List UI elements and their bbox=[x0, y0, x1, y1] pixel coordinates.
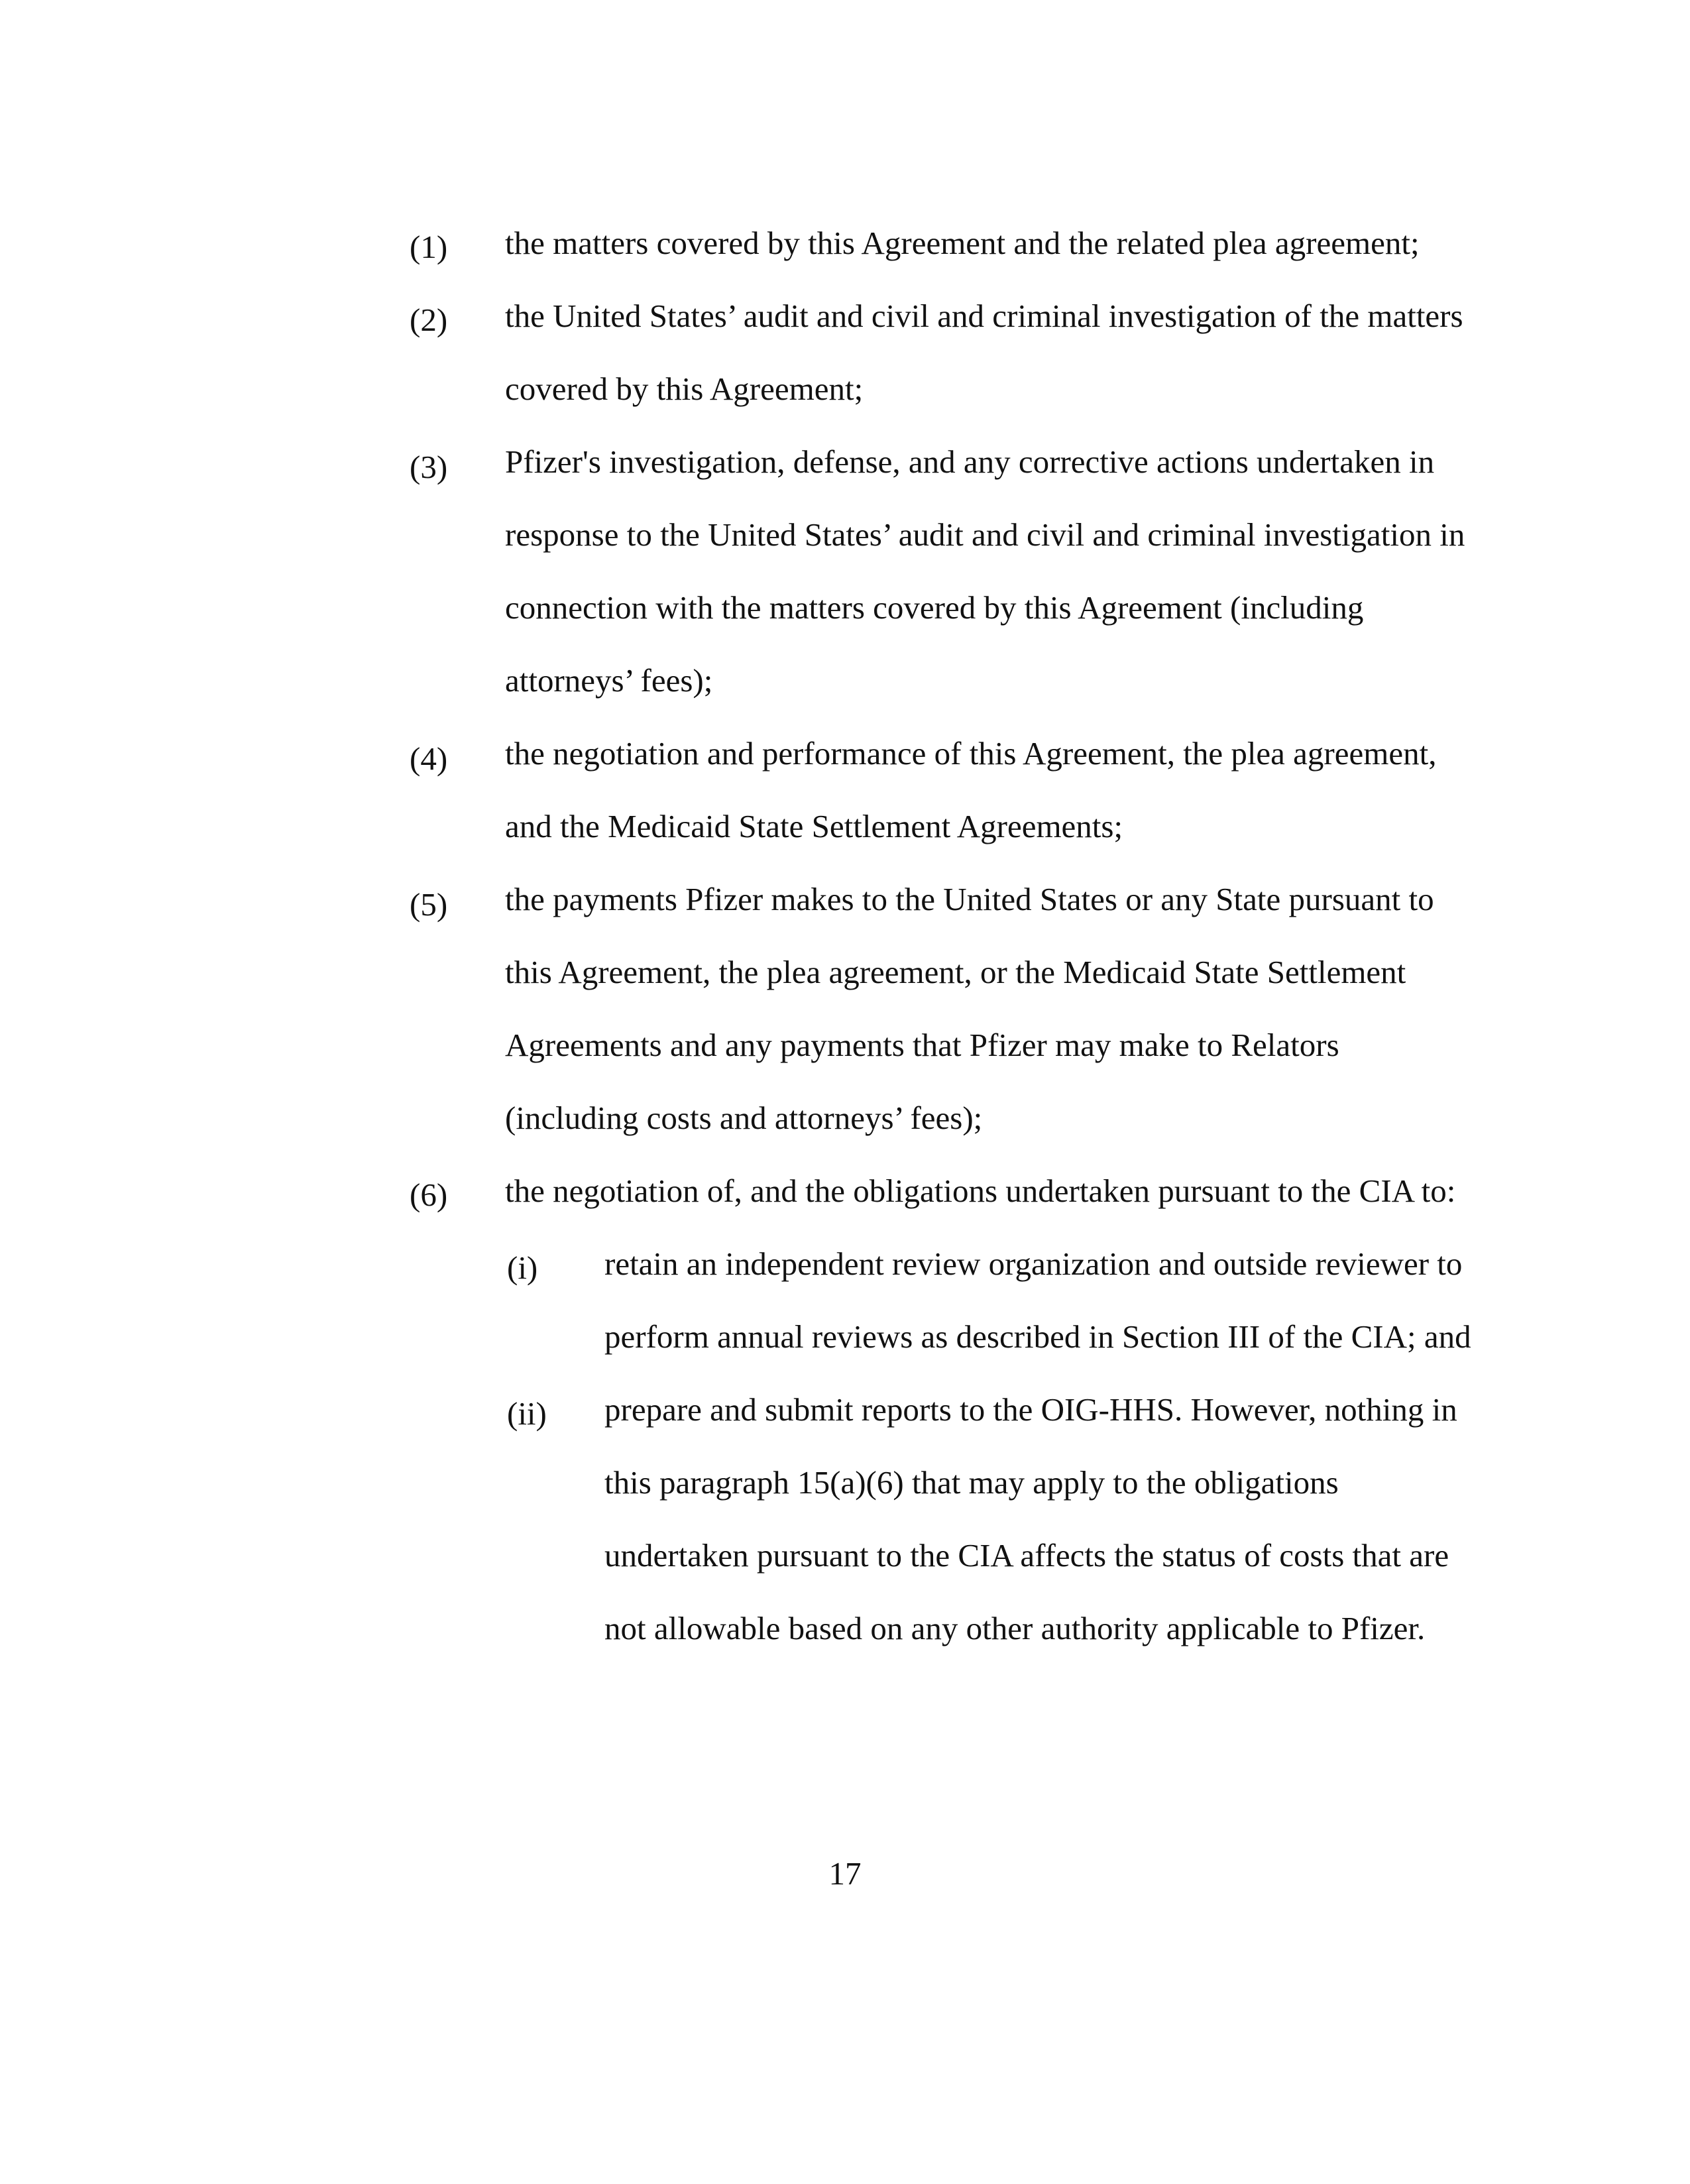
subitem-i-line-1: retain an independent review organization and outside reviewer to bbox=[604, 1245, 1463, 1282]
item-number-1: (1) bbox=[410, 229, 448, 265]
item-3-line-1: Pfizer's investigation, defense, and any corrective actions undertaken in bbox=[505, 443, 1435, 480]
subitem-i-line-2: perform annual reviews as described in Section III of the CIA; and bbox=[604, 1318, 1471, 1355]
item-5-line-4: (including costs and attorneys’ fees); bbox=[505, 1100, 983, 1136]
item-number-5: (5) bbox=[410, 886, 448, 923]
item-1-line-1: the matters covered by this Agreement and the related plea agreement; bbox=[505, 225, 1420, 261]
item-number-4: (4) bbox=[410, 740, 448, 777]
subitem-ii-line-2: this paragraph 15(a)(6) that may apply to the obligations bbox=[604, 1464, 1339, 1501]
item-5-line-3: Agreements and any payments that Pfizer may make to Relators bbox=[505, 1027, 1339, 1063]
item-number-3: (3) bbox=[410, 449, 448, 485]
item-5-line-2: this Agreement, the plea agreement, or the Medicaid State Settlement bbox=[505, 954, 1406, 990]
subitem-ii-line-3: undertaken pursuant to the CIA affects the status of costs that are bbox=[604, 1537, 1449, 1574]
item-4-line-1: the negotiation and performance of this Agreement, the plea agreement, bbox=[505, 735, 1437, 772]
page-number: 17 bbox=[828, 1855, 862, 1892]
item-number-2: (2) bbox=[410, 302, 448, 338]
item-2-line-2: covered by this Agreement; bbox=[505, 371, 864, 407]
item-3-line-2: response to the United States’ audit and civil and criminal investigation in bbox=[505, 516, 1465, 553]
item-4-line-2: and the Medicaid State Settlement Agreements; bbox=[505, 808, 1123, 844]
item-5-line-1: the payments Pfizer makes to the United States or any State pursuant to bbox=[505, 881, 1434, 917]
item-6-line-1: the negotiation of, and the obligations undertaken pursuant to the CIA to: bbox=[505, 1173, 1456, 1209]
subitem-number-i: (i) bbox=[507, 1249, 538, 1286]
subitem-ii-line-4: not allowable based on any other authority applicable to Pfizer. bbox=[604, 1610, 1426, 1646]
item-3-line-3: connection with the matters covered by this Agreement (including bbox=[505, 589, 1364, 626]
item-2-line-1: the United States’ audit and civil and criminal investigation of the matters bbox=[505, 298, 1463, 334]
subitem-number-ii: (ii) bbox=[507, 1395, 547, 1432]
subitem-ii-line-1: prepare and submit reports to the OIG-HHS. However, nothing in bbox=[604, 1391, 1457, 1428]
item-number-6: (6) bbox=[410, 1177, 448, 1213]
item-3-line-4: attorneys’ fees); bbox=[505, 662, 713, 699]
